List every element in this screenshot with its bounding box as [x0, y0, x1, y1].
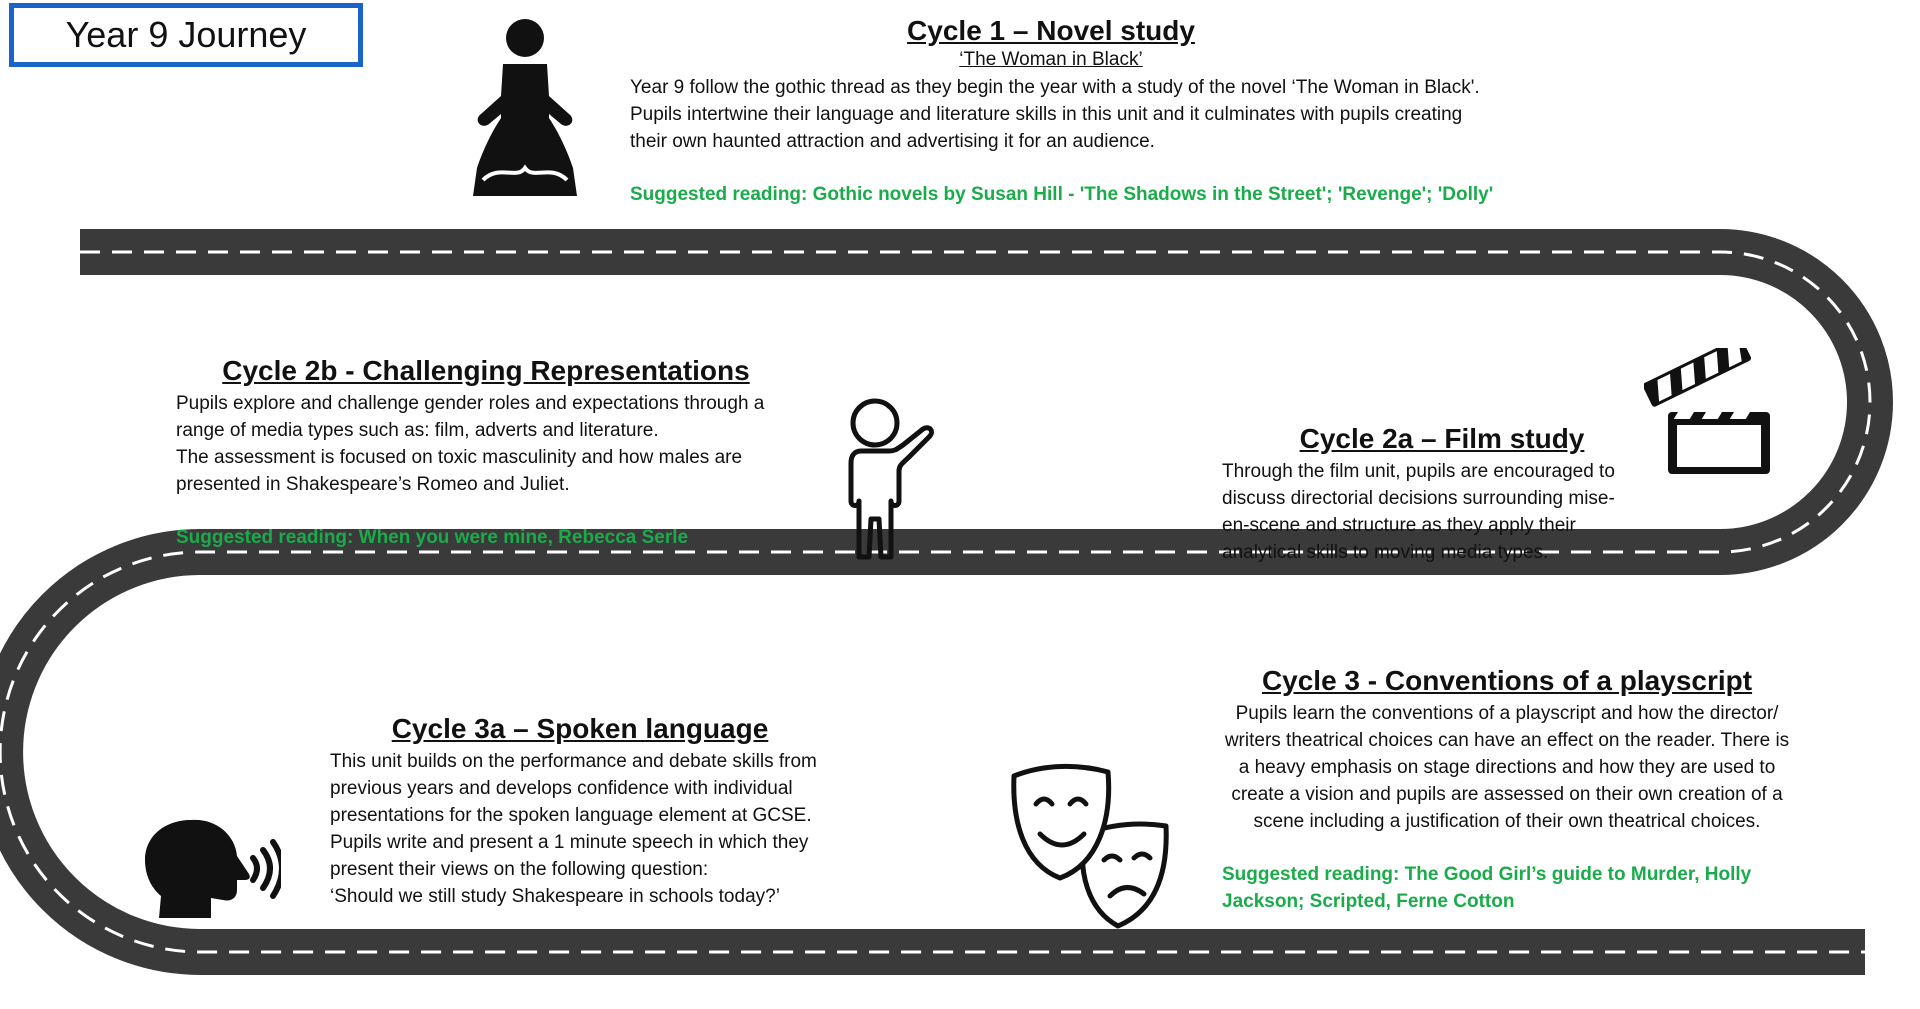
- cycle3-description: Pupils learn the conventions of a playscript and how the director/ writers theatrical choices can have an effect on the reader. There is a heavy emphasis on stage directions and how they are used to create a vision and pupils are assessed on their own creation of a scene including a justification of their own theatrical choices.: [1224, 703, 1790, 832]
- cycle2b-suggested-reading: Suggested reading: When you were mine, Rebecca Serle: [176, 527, 689, 548]
- cycle2a-section: [1222, 422, 1642, 566]
- cycle2b-heading: Cycle 2b - Challenging Representations: [222, 355, 750, 386]
- cycle1-description: Year 9 follow the gothic thread as they begin the year with a study of the novel ‘The Woman in Black'. Pupils intertwine their language and literature skills in this unit and it culminates with pupils creating their own haunted attraction and advertising it for an audience.: [630, 77, 1480, 152]
- cycle3-heading: Cycle 3 - Conventions of a playscript: [1261, 665, 1753, 696]
- cycle1-section: [630, 14, 1500, 208]
- cycle3-suggested-reading: Suggested reading: The Good Girl’s guide to Murder, Holly Jackson; Scripted, Ferne Cotton: [1222, 864, 1752, 912]
- film-clapperboard-icon: [1644, 348, 1778, 482]
- cycle1-subheading: ‘The Woman in Black’: [959, 49, 1143, 70]
- cycle1-heading: Cycle 1 – Novel study: [907, 15, 1195, 46]
- cycle3a-heading: Cycle 3a – Spoken language: [391, 713, 769, 744]
- cycle2b-description: Pupils explore and challenge gender roles and expectations through a range of media types such as: film, adverts and literature. The assessment is focused on toxic masculinity and how males are presented in Shakespeare’s Romeo and Juliet.: [176, 393, 765, 495]
- cycle1-suggested-reading: Suggested reading: Gothic novels by Susan Hill - 'The Shadows in the Street'; 'Revenge'; 'Dolly': [630, 184, 1494, 205]
- cycle2a-description: Through the film unit, pupils are encouraged to discuss directorial decisions surrounding mise-en-scene and structure as they apply their analytical skills to moving media types.: [1222, 461, 1615, 563]
- person-pointing-icon: [835, 397, 935, 563]
- cycle3a-description: This unit builds on the performance and debate skills from previous years and develops confidence with individual presentations for the spoken language element at GCSE. Pupils write and present a 1 minute speech in which they present their views on the following question: ‘Should we still study Shakespeare in schools today?’: [330, 751, 817, 907]
- cycle2a-heading: Cycle 2a – Film study: [1299, 423, 1585, 454]
- cycle3-section: [1222, 664, 1792, 915]
- cycle2b-section: [176, 354, 796, 551]
- cycle3a-section: [330, 712, 830, 910]
- theatre-masks-icon: [1008, 760, 1174, 930]
- speaking-head-icon: [145, 818, 281, 920]
- page-title: Year 9 Journey: [9, 3, 363, 67]
